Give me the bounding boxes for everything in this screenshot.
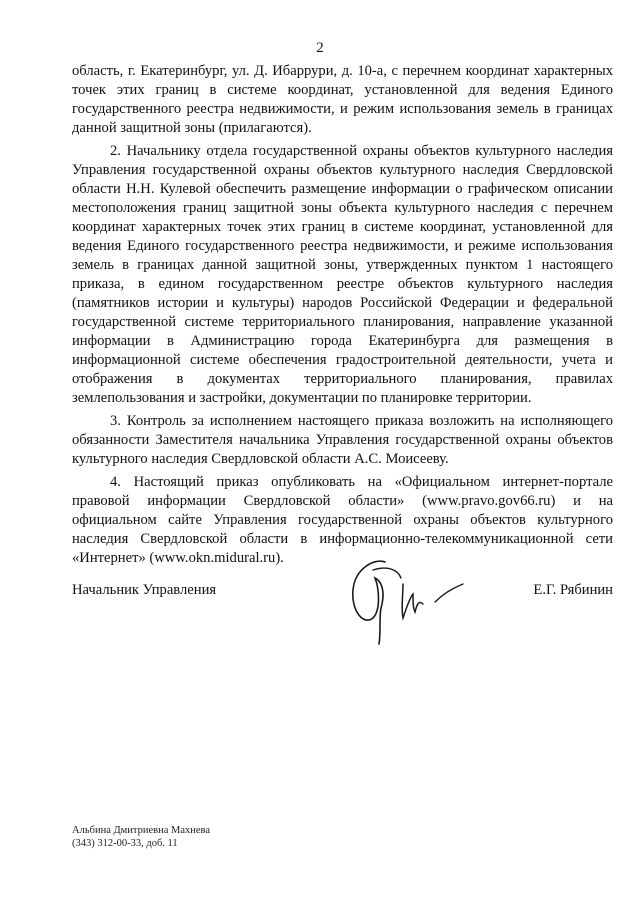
paragraph-item-3: 3. Контроль за исполнением настоящего приказа возложить на исполняющего обязанности Заместителя начальника Управления государственной охраны объектов культурного наследия Свердловской области А.С. Моисееву. — [72, 413, 613, 467]
paragraph-continuation: область, г. Екатеринбург, ул. Д. Ибаррури, д. 10-а, с перечнем координат характерных точек этих границ в системе координат, установленной для ведения Единого государственного реестра недвижимости, и режим использования земель в границах данной защитной зоны (прилагаются). — [72, 63, 613, 136]
handwritten-signature — [345, 548, 475, 648]
signer-position-title: Начальник Управления — [72, 582, 217, 598]
signature-row — [72, 582, 613, 604]
executor-phone: (343) 312-00-33, доб. 11 — [72, 838, 178, 849]
paragraph-item-4: 4. Настоящий приказ опубликовать на «Официальном интернет-портале правовой информации Свердловской области» (www.pravo.gov66.ru) и на официальном сайте Управления государственной охраны объектов культурного наследия Свердловской области в информационно-телекоммуникационной сети «Интернет» (www.okn.midural.ru). — [72, 474, 613, 566]
signer-name: Е.Г. Рябинин — [533, 582, 613, 598]
page-number: 2 — [316, 40, 324, 56]
paragraph-item-2: 2. Начальнику отдела государственной охраны объектов культурного наследия Управления государственной охраны объектов культурного наследия Свердловской области Н.Н. Кулевой обеспечить размещение информации о графическом описании местоположения границ защитной зоны объекта культурного наследия с перечнем координат характерных точек этих границ в системе координат, установленной для ведения Единого государственного реестра недвижимости, и режиме использования земель в границах данной защитной зоны, утвержденных пунктом 1 настоящего приказа, в едином государственном реестре объектов культурного наследия (памятников истории и культуры) народов Российской Федерации и федеральной государственной системе территориального планирования, направление указанной информации в Администрацию города Екатеринбурга для размещения в информационной системе обеспечения градостроительной деятельности, учета и отображения в документах территориального планирования, правилах землепользования и застройки, документации по планировке территории. — [72, 143, 613, 406]
executor-footer — [72, 824, 210, 850]
document-body — [72, 62, 613, 568]
executor-name: Альбина Дмитриевна Махнева — [72, 825, 211, 836]
